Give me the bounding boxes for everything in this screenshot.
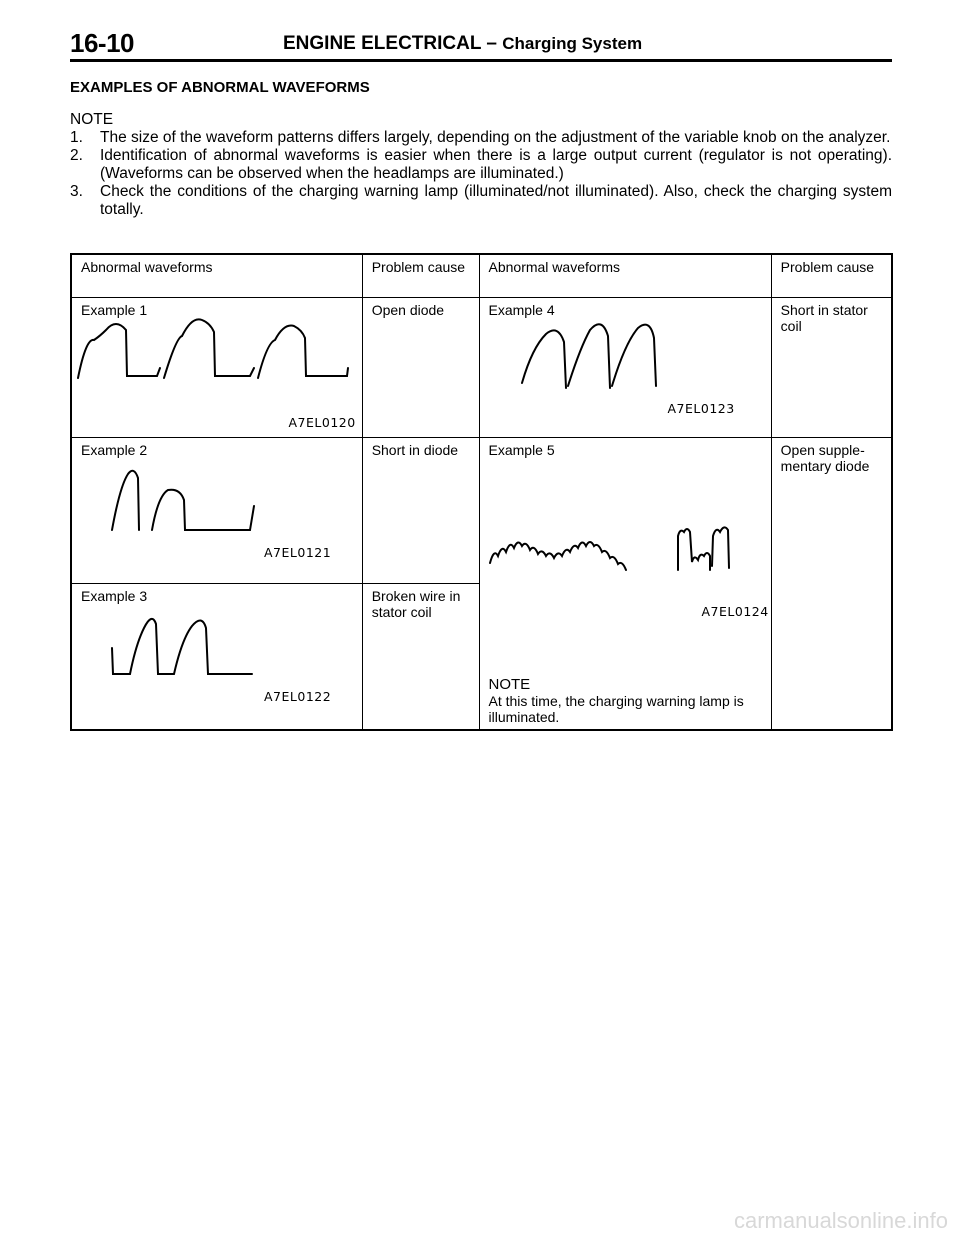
problem-cause: Broken wire in stator coil <box>362 584 479 731</box>
note-text: Identification of abnormal waveforms is easier when there is a large output current (regulator is not operating). (Waveforms can be observed when the headlamps are illuminated.) <box>100 147 892 182</box>
page-number: 16-10 <box>70 28 134 58</box>
figure-code: A7EL0120 <box>288 415 356 430</box>
cell-note <box>489 677 769 725</box>
waveform-cell <box>71 298 362 438</box>
waveform-cell <box>479 438 771 731</box>
page-header <box>70 28 892 62</box>
problem-cause: Short in stator coil <box>771 298 892 438</box>
example-label: Example 3 <box>81 588 148 604</box>
note-item <box>70 129 892 147</box>
example-label: Example 1 <box>81 302 148 318</box>
header-rule <box>70 59 892 62</box>
section-title <box>283 33 642 55</box>
example-label: Example 5 <box>488 442 555 458</box>
waveform-table <box>70 253 893 731</box>
waveform-cell <box>479 298 771 438</box>
cell-note-text: At this time, the charging warning lamp is illuminated. <box>488 693 744 725</box>
waveform-example-5 <box>480 438 773 712</box>
note-label: NOTE <box>70 111 114 128</box>
waveform-cell <box>71 438 362 584</box>
subsection-name: Charging System <box>502 34 643 53</box>
note-item <box>70 183 892 219</box>
problem-cause: Open supple- mentary diode <box>771 438 892 731</box>
note-text: The size of the waveform patterns differs largely, depending on the adjustment of the variable knob on the analyzer. <box>100 129 891 146</box>
waveform-example-1 <box>72 298 364 429</box>
note-number: 2. <box>70 147 83 164</box>
table-header-row <box>71 254 892 298</box>
figure-code: A7EL0121 <box>264 545 332 560</box>
col-header: Problem cause <box>771 254 892 298</box>
table-row <box>71 438 892 584</box>
col-header: Abnormal waveforms <box>479 254 771 298</box>
section-heading: EXAMPLES OF ABNORMAL WAVEFORMS <box>70 79 370 96</box>
note-text: Check the conditions of the charging warning lamp (illuminated/not illuminated). Also, check the charging system totally. <box>100 183 892 218</box>
example-label: Example 2 <box>81 442 148 458</box>
title-dash: – <box>486 33 497 54</box>
figure-code: A7EL0122 <box>264 689 332 704</box>
example-label: Example 4 <box>488 302 555 318</box>
col-header: Abnormal waveforms <box>71 254 362 298</box>
problem-cause: Short in diode <box>362 438 479 584</box>
site-watermark: carmanualsonline.info <box>733 1208 948 1233</box>
figure-code: A7EL0124 <box>701 604 769 619</box>
cell-note-label: NOTE <box>488 676 531 693</box>
note-item <box>70 147 892 183</box>
figure-code: A7EL0123 <box>667 401 735 416</box>
notes-list <box>70 129 892 219</box>
table-row <box>71 298 892 438</box>
note-number: 1. <box>70 129 83 146</box>
col-header: Problem cause <box>362 254 479 298</box>
waveform-cell <box>71 584 362 731</box>
note-number: 3. <box>70 183 83 200</box>
section-name: ENGINE ELECTRICAL <box>283 33 482 54</box>
problem-cause: Open diode <box>362 298 479 438</box>
